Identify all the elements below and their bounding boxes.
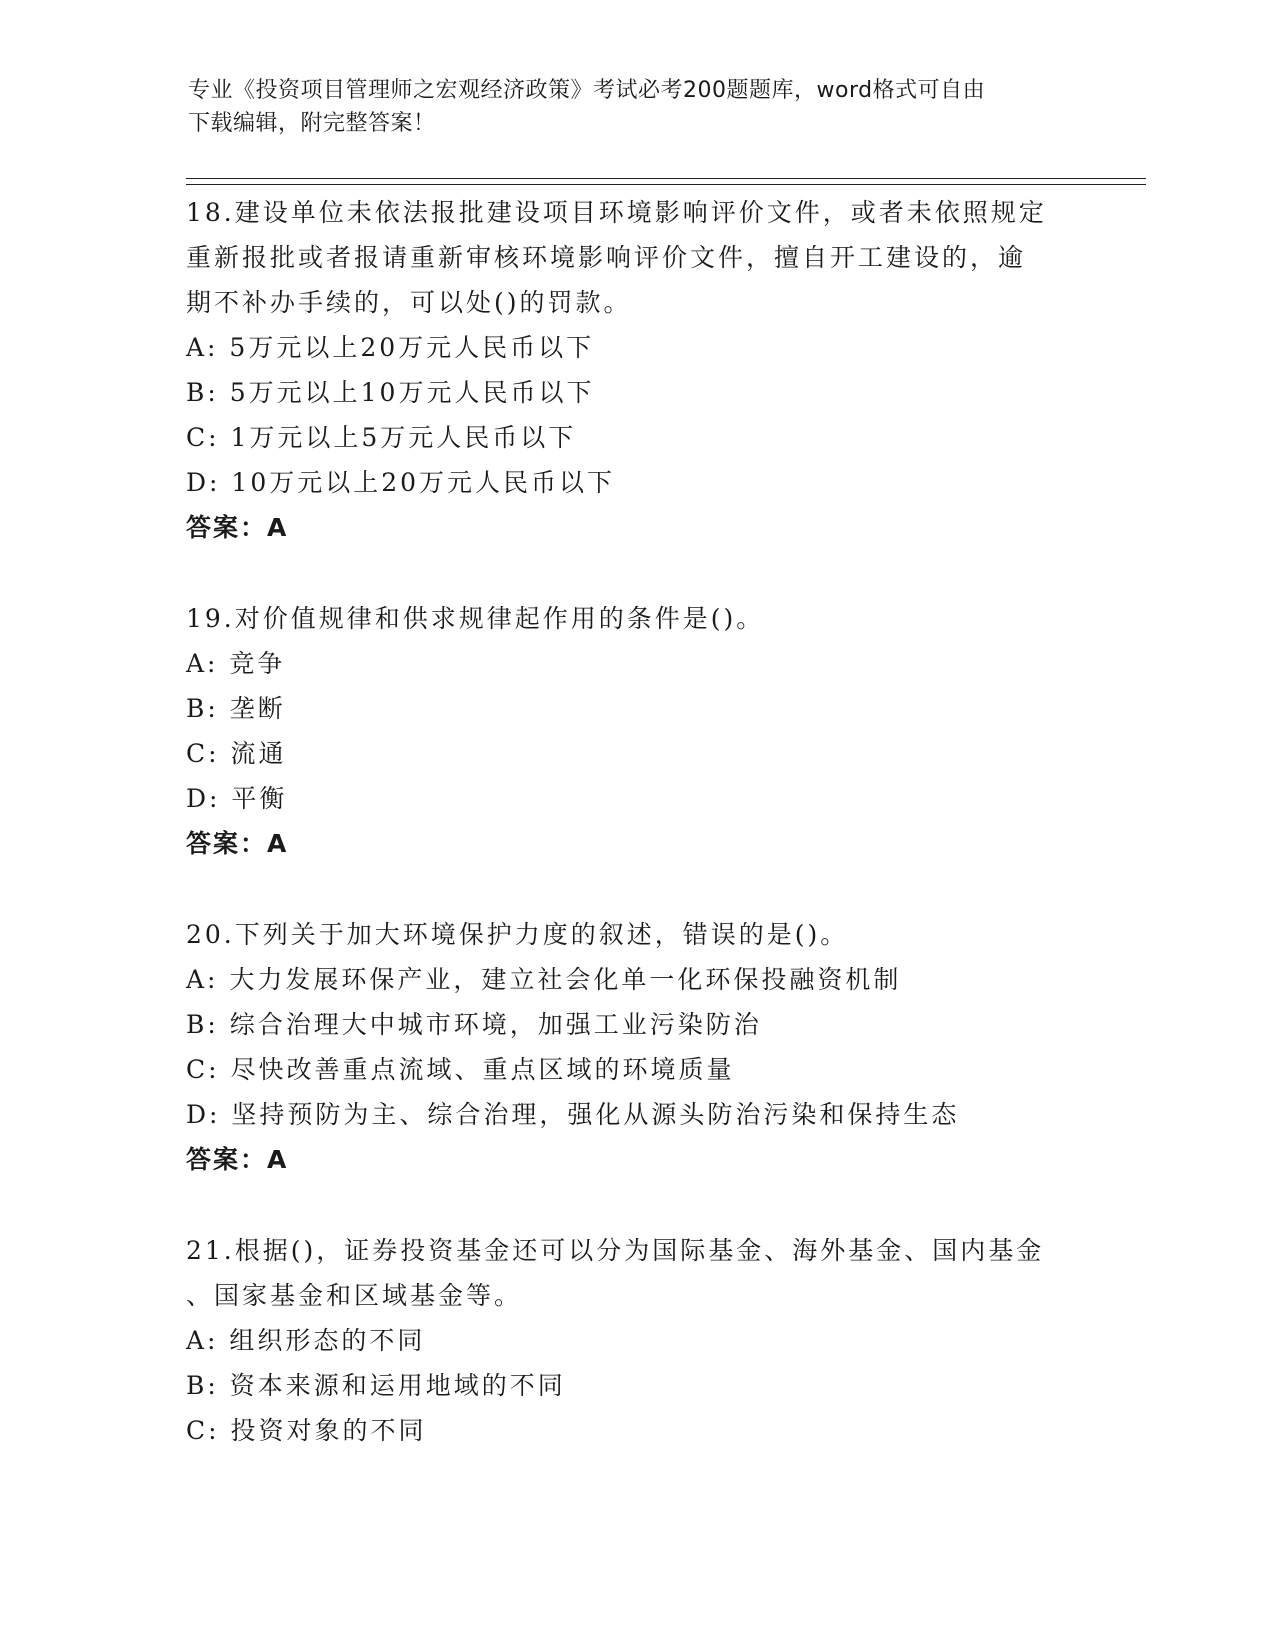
option-c: C: 尽快改善重点流域、重点区域的环境质量 <box>186 1055 735 1084</box>
question-text-line: 20.下列关于加大环境保护力度的叙述，错误的是()。 <box>186 920 849 949</box>
option-b: B: 资本来源和运用地域的不同 <box>186 1371 566 1400</box>
option-d: D: 坚持预防为主、综合治理，强化从源头防治污染和保持生态 <box>186 1100 960 1129</box>
answer-label: 答案：A <box>186 1145 289 1174</box>
question-text-line: 18.建设单位未依法报批建设项目环境影响评价文件，或者未依照规定 <box>186 198 1047 227</box>
question-text-line: 21.根据()，证券投资基金还可以分为国际基金、海外基金、国内基金 <box>186 1236 1045 1265</box>
question-19 <box>186 596 1086 866</box>
option-a: A: 大力发展环保产业，建立社会化单一化环保投融资机制 <box>186 965 902 994</box>
question-text-line: 期不补办手续的，可以处()的罚款。 <box>186 288 632 317</box>
header-line-2: 下载编辑，附完整答案！ <box>188 111 436 136</box>
answer-label: 答案：A <box>186 829 289 858</box>
option-d: D: 10万元以上20万元人民币以下 <box>186 468 616 497</box>
option-a: A: 5万元以上20万元人民币以下 <box>186 333 595 362</box>
answer-label: 答案：A <box>186 513 289 542</box>
question-text-line: 重新报批或者报请重新审核环境影响评价文件，擅自开工建设的，逾 <box>186 243 1027 272</box>
question-20 <box>186 912 1086 1182</box>
question-text-line: 、国家基金和区域基金等。 <box>186 1281 523 1310</box>
option-d: D: 平衡 <box>186 784 288 813</box>
option-b: B: 5万元以上10万元人民币以下 <box>186 378 595 407</box>
option-a: A: 竞争 <box>186 649 286 678</box>
option-b: B: 垄断 <box>186 694 286 723</box>
header-line-1: 专业《投资项目管理师之宏观经济政策》考试必考200题题库，word格式可自由 <box>188 78 986 103</box>
question-18 <box>186 190 1086 550</box>
header-divider <box>186 178 1146 185</box>
question-list <box>186 190 1086 1499</box>
document-header <box>188 74 1088 140</box>
option-c: C: 1万元以上5万元人民币以下 <box>186 423 577 452</box>
option-c: C: 投资对象的不同 <box>186 1416 427 1445</box>
option-b: B: 综合治理大中城市环境，加强工业污染防治 <box>186 1010 762 1039</box>
option-a: A: 组织形态的不同 <box>186 1326 426 1355</box>
question-21 <box>186 1228 1086 1453</box>
question-text-line: 19.对价值规律和供求规律起作用的条件是()。 <box>186 604 765 633</box>
option-c: C: 流通 <box>186 739 287 768</box>
